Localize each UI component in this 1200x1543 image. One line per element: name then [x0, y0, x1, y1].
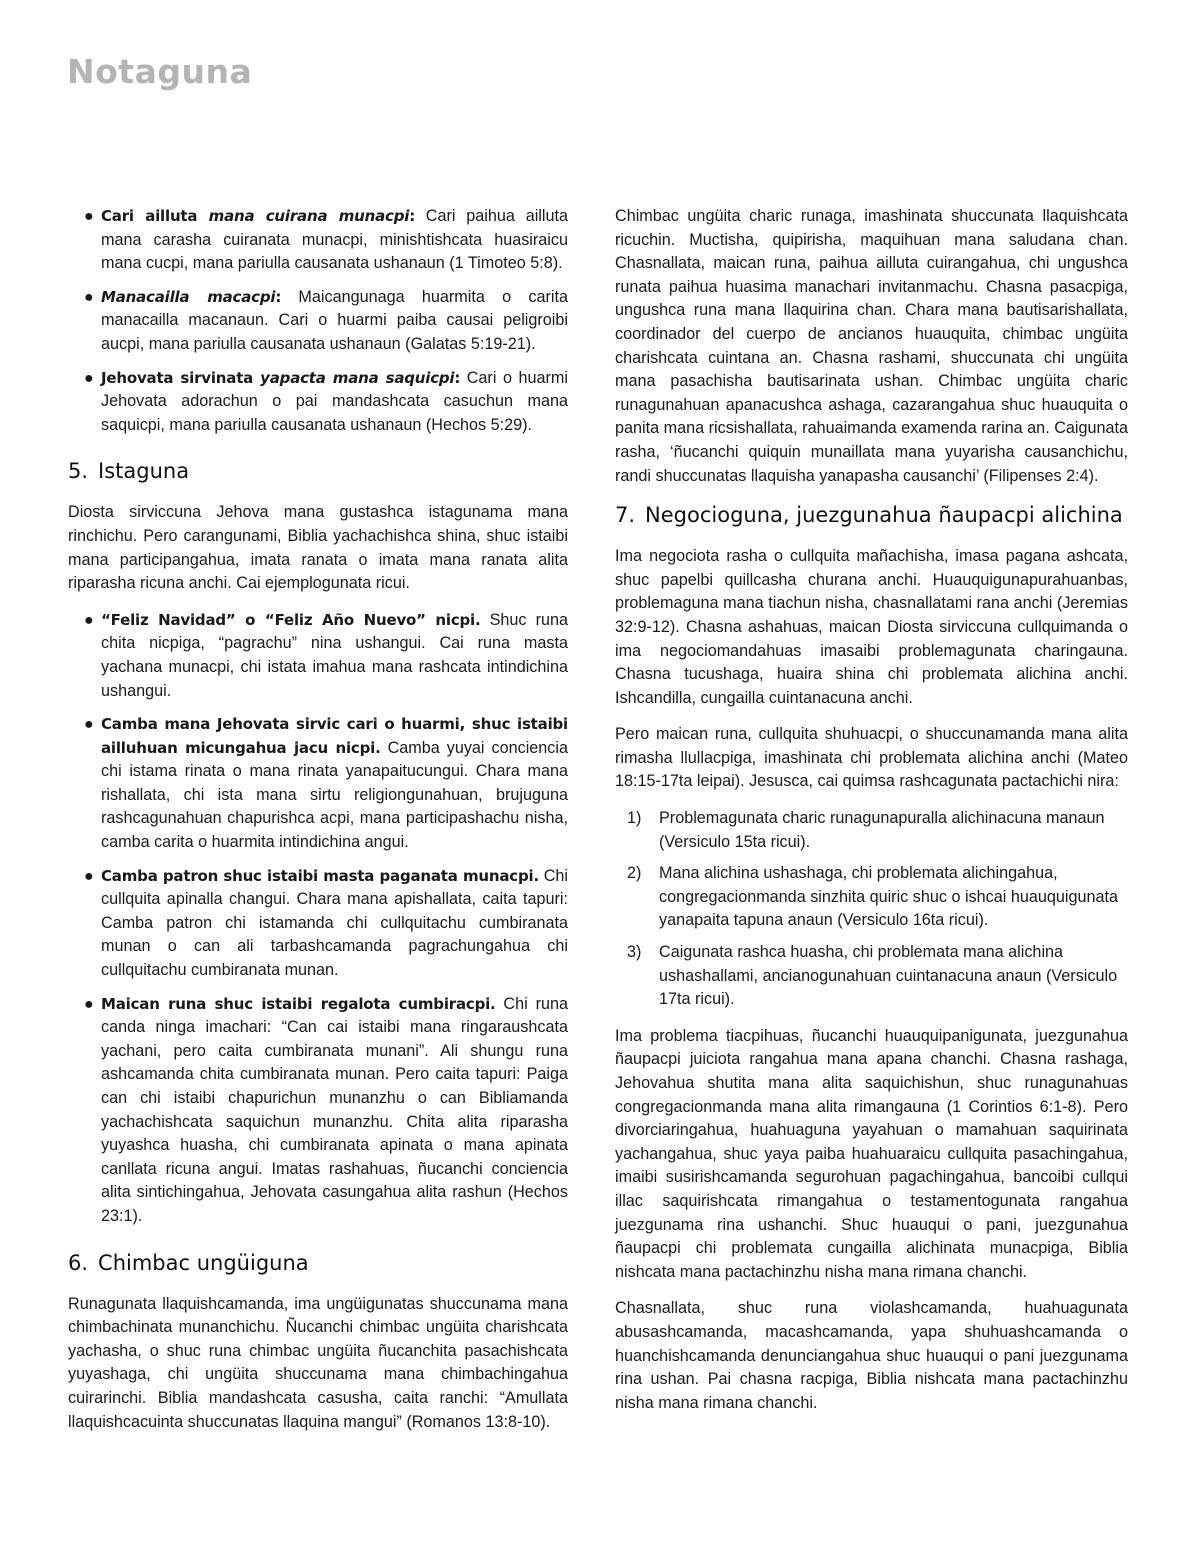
list-item [68, 286, 568, 357]
bullet-lead: “Feliz Navidad” o “Feliz Año Nuevo” nicpi. [101, 610, 481, 629]
list-item [615, 862, 1128, 933]
list-item [615, 941, 1128, 1012]
section-7-paragraph-3: Ima problema tiacpihuas, ñucanchi huauquipanigunata, juezgunahua ñaupacpi juiciota rangahua mana apana chanchi. Chasna rashaga, Jehovahua shutita mana alita saquichishun, shuc runagunahuas congregacionmanda mana alita rimangauna (1 Corintios 6:1-8). Pero divorciaringahua, huahuaguna yayahuan o mamahuan saquirinata yachangahua, shuc yaya paiba huahuaraicu cullquita pasachingahua, imaibi susirishcamanda segurohuan pagachingahua, bancoibi cullqui illac saquirishcata rimangahua o testamentogunata rangahua juezgunama rina ushanchi. Shuc huauqui o pani, juezgunahua ñaupacpi chi problemata cungailla alichinata munacpiga, Biblia nishcata mana pactachinzhu nisha mana rimana chanchi. [615, 1026, 1128, 1281]
section-heading-7: 7. Negocioguna, juezgunahua ñaupacpi alichina [615, 503, 1123, 528]
bullet-icon: ● [84, 208, 94, 225]
bullet-icon: ● [84, 611, 94, 629]
numbered-steps [615, 807, 1128, 1012]
section-6-paragraph: Runagunata llaquishcamanda, ima ungüigunatas shuccunama mana chimbachinata munanchichu. Ñucanchi chimbac ungüita charishcata yachasha, o shuc runa chimbac ungüita ñucanchita pasachishcata yuyashaga, chi ungüita shuccunama mana chimbachingahua cuirarinchi. Biblia mandashcata casusha, caita ranchi: “Amullata llaquishcacuinta shuccunatas llaquina mangui” (Romanos 13:8-10). [68, 1294, 568, 1431]
bullet-lead: Maican runa shuc istaibi regalota cumbiracpi. [101, 994, 496, 1013]
step-text: Mana alichina ushashaga, chi problemata alichingahua, congregacionmanda sinzhita quiric shuc o ishcai huauquigunata yanapaita tapuna anaun (Versiculo 16ta ricui). [659, 864, 1118, 930]
bullet-text: Chi cullquita apinalla changui. Chara mana apishallata, caita tapuri: Camba patron chi istamanda chi cullquitachu cumbiranata munan o can ali tarbashcamanda pagrachungahua chi cullquitachu cumbiranata munan. [101, 866, 568, 980]
page-title: Notaguna [67, 52, 253, 91]
bullet-icon: ● [84, 369, 94, 387]
bullet-lead: Camba mana Jehovata sirvic cari o huarmi, shuc istaibi ailluhuan micungahua jacu nicpi. [101, 715, 568, 757]
step-number: 2) [627, 864, 642, 883]
list-item [68, 609, 568, 703]
left-column [68, 205, 568, 1447]
bullet-text: Maicangunaga huarmita o carita manacailla macanaun. Cari o huarmi paiba causai peligroibi aucpi, mana pariulla causanata ushanaun (Galatas 5:19-21). [101, 287, 568, 353]
bullet-text: Chi runa canda ninga imachari: “Can cai istaibi mana ringaraushcata yachani, pero caita cumbiranata munani”. Ali shungu runa ashcamanda chita cumbiranata munan. Pero caita tapuri: Paiga can chi istaibi chapurichun munanzhu o can Bibliamanda yachachishcata saquichun munanzhu. Chita alita riparasha yuyashca huasha, chi cumbiranata apinata o mana apinata canllata ricuna angui. Imatas rashahuas, ñucanchi conciencia alita sintichingahua, Jehovata casungahua alita rashun (Hechos 23:1). [101, 994, 568, 1225]
step-number: 3) [627, 943, 642, 962]
right-column [615, 205, 1128, 1428]
list-item [68, 865, 568, 983]
section-7-paragraph-1: Ima negociota rasha o cullquita mañachisha, imasa pagana ashcata, shuc papelbi quillcasha churana anchi. Huauquigunapurahuanbas, problemaguna mana tiachun nisha, chasnallatami rana anchi (Jeremias 32:9-12). Chasna ashahuas, maican Diosta sirviccuna cullquimanda o ima negociomandahuas imasaibi problemagunata charingauna. Chasna tucushaga, huaira shina chi problemata alichina anchi. Ishcandilla, cungailla cuintanacuna anchi. [615, 547, 1128, 707]
bullet-icon: ● [84, 716, 94, 734]
bullet-lead: Manacailla macacpi: [101, 287, 282, 306]
section-heading-6: 6. Chimbac ungüiguna [68, 1250, 309, 1275]
list-item [68, 367, 568, 438]
bullet-list-conditions [68, 205, 568, 437]
bullet-text: Cari paihua ailluta mana carasha cuiranata munacpi, minishtishcata huasiraicu mana cucpi, mana pariulla causanata ushanaun (1 Timoteo 5:8). [101, 207, 568, 273]
list-item [68, 713, 568, 855]
bullet-lead: Camba patron shuc istaibi masta paganata munacpi. [101, 866, 539, 885]
section-7-paragraph-2: Pero maican runa, cullquita shuhuacpi, o shuccunamanda mana alita rimasha llullacpiga, imashinata chi problemata alichina anchi (Mateo 18:15-17ta leipai). Jesusca, cai quimsa rashcagunata pactachichi nira: [615, 725, 1128, 791]
bullet-icon: ● [84, 867, 94, 885]
list-item [68, 993, 568, 1229]
list-item [615, 807, 1128, 854]
section-7-paragraph-4: Chasnallata, shuc runa violashcamanda, huahuagunata abusashcamanda, macashcamanda, yapa shuhuashcamanda o huanchishcamanda denunciangahua shuc huauqui o pani juezgunama rina ushan. Pai chasna racpiga, Biblia nishcata mana pactachinzhu nisha mana rimana chanchi. [615, 1299, 1128, 1412]
bullet-lead: Jehovata sirvinata yapacta mana saquicpi: [101, 368, 461, 387]
section-5-intro: Diosta sirviccuna Jehova mana gustashca istagunama mana rinchichu. Pero carangunami, Biblia yachachishca shina, shuc istaibi mana participangahua, imata ranata o imata mana ranata alita riparasha ricuna anchi. Cai ejemplogunata ricui. [68, 503, 568, 593]
step-text: Caigunata rashca huasha, chi problemata mana alichina ushashallami, ancianogunahuan cuintanacuna anaun (Versiculo 17ta ricui). [659, 943, 1118, 1009]
bullet-text: Cari o huarmi Jehovata adorachun o pai mandashcata casuchun mana saquicpi, mana pariulla causanata ushanaun (Hechos 5:29). [101, 368, 568, 434]
bullet-icon: ● [84, 288, 94, 306]
bullet-text: Shuc runa chita nicpiga, “pagrachu” nina ushangui. Cai runa masta yachana munacpi, chi istata imahua mana rashcata intindichina ushangui. [101, 610, 568, 700]
bullet-text: Camba yuyai conciencia chi istama rinata o mana rinata yanapaitucungui. Chara mana rishallata, chi ista mana sirtu religiongunahuan, brujuguna rashcagunahuan chapurishca acpi, mana participashachu nisha, camba carita o huarmita intindichina angui. [101, 738, 568, 852]
step-text: Problemagunata charic runagunapuralla alichinacuna manaun (Versiculo 15ta ricui). [659, 809, 1105, 851]
list-item [68, 205, 568, 276]
bullet-lead: Cari ailluta mana cuirana munacpi: [101, 207, 415, 225]
section-heading-5: 5. Istaguna [68, 459, 190, 484]
bullet-icon: ● [84, 995, 94, 1013]
bullet-list-holidays [68, 609, 568, 1229]
section-6-continuation: Chimbac ungüita charic runaga, imashinata shuccunata llaquishcata ricuchin. Muctisha, quipirisha, maquihuan mana saludana chan. Chasnallata, maican runa, paihua ailluta cuirangahua, chi ungushca runata paihua huasima manachari invitanmachu. Chasna pasacpiga, ungushca runa mana llaquirina chan. Chara mana bautisarishallata, coordinador del cuerpo de ancianos huauquita, chimbac ungüita charishcata cuintana an. Chasna rashami, shuccunata chi ungüita mana pasachisha bautisarinata ushan. Chimbac ungüita charic runagunahuan apanacushca ashaga, cazarangahua shuc huauquita o panita mana ricsishallata, rahuaimanda examenda rarina an. Caigunata rasha, ‘ñucanchi quiquin munaillata mana yuyarisha causanchichu, randi shuccunatas llaquisha yanapasha causanchi’ (Filipenses 2:4). [615, 207, 1128, 485]
step-number: 1) [627, 809, 642, 828]
